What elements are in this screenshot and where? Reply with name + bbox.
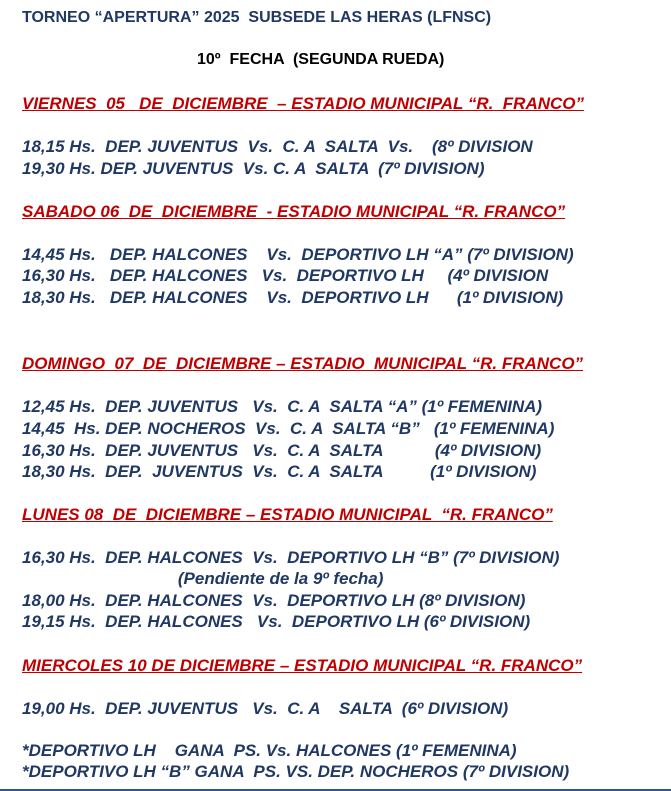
day-header-lunes: LUNES 08 DE DICIEMBRE – ESTADIO MUNICIPAL “R. FRANCO” [22, 505, 553, 524]
match-line: 14,45 Hs. DEP. NOCHEROS Vs. C. A SALTA “B” (1º FEMENINA) [22, 419, 555, 438]
match-line: 19,15 Hs. DEP. HALCONES Vs. DEPORTIVO LH (6º DIVISION) [22, 612, 531, 631]
day-header-sabado: SABADO 06 DE DICIEMBRE - ESTADIO MUNICIPAL “R. FRANCO” [22, 202, 566, 221]
pending-note: (Pendiente de la 9º fecha) [22, 569, 384, 588]
match-line: 19,30 Hs. DEP. JUVENTUS Vs. C. A SALTA (7º DIVISION) [22, 159, 485, 178]
match-line: 14,45 Hs. DEP. HALCONES Vs. DEPORTIVO LH “A” (7º DIVISION) [22, 245, 574, 264]
match-line: 16,30 Hs. DEP. HALCONES Vs. DEPORTIVO LH (4º DIVISION [22, 266, 549, 285]
day-header-viernes: VIERNES 05 DE DICIEMBRE – ESTADIO MUNICIPAL “R. FRANCO” [22, 94, 585, 113]
match-line: 19,00 Hs. DEP. JUVENTUS Vs. C. A SALTA (6º DIVISION) [22, 699, 509, 718]
day-header-domingo: DOMINGO 07 DE DICIEMBRE – ESTADIO MUNICIPAL “R. FRANCO” [22, 354, 584, 373]
footnote: *DEPORTIVO LH GANA PS. Vs. HALCONES (1º FEMENINA) [22, 741, 517, 760]
match-line: 18,15 Hs. DEP. JUVENTUS Vs. C. A SALTA Vs. (8º DIVISION [22, 137, 533, 156]
match-line: 16,30 Hs. DEP. HALCONES Vs. DEPORTIVO LH “B” (7º DIVISION) [22, 548, 560, 567]
footnote: *DEPORTIVO LH “B” GANA PS. VS. DEP. NOCHEROS (7º DIVISION) [22, 762, 570, 781]
page-title: TORNEO “APERTURA” 2025 SUBSEDE LAS HERAS (LFNSC) [22, 9, 492, 26]
match-line: 18,00 Hs. DEP. HALCONES Vs. DEPORTIVO LH (8º DIVISION) [22, 591, 526, 610]
match-line: 18,30 Hs. DEP. JUVENTUS Vs. C. A SALTA (1º DIVISION) [22, 462, 537, 481]
day-header-miercoles: MIERCOLES 10 DE DICIEMBRE – ESTADIO MUNICIPAL “R. FRANCO” [22, 656, 583, 675]
match-line: 16,30 Hs. DEP. JUVENTUS Vs. C. A SALTA (4º DIVISION) [22, 441, 542, 460]
match-line: 12,45 Hs. DEP. JUVENTUS Vs. C. A SALTA “A” (1º FEMENINA) [22, 397, 543, 416]
fecha-subtitle: 10º FECHA (SEGUNDA RUEDA) [197, 51, 445, 68]
match-line: 18,30 Hs. DEP. HALCONES Vs. DEPORTIVO LH (1º DIVISION) [22, 288, 564, 307]
